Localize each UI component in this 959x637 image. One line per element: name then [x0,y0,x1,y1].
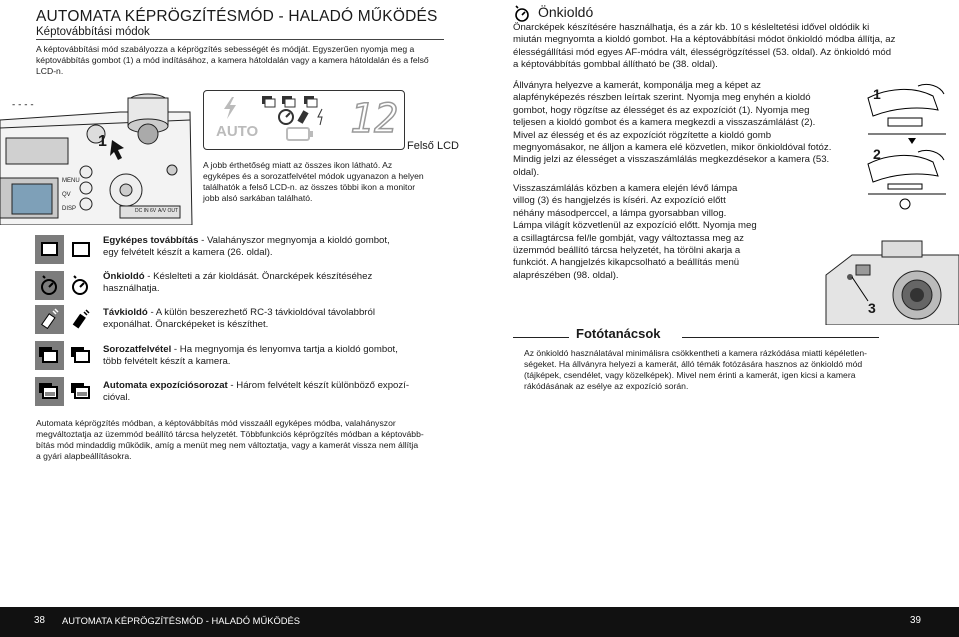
mode-name: Egyképes továbbítás [103,235,199,246]
bracketing-icon [68,380,94,404]
tips-line: rákódásának az esélye az expozíció során. [524,381,689,391]
countdown-line: üzemmód beállító tárcsa helyzetét, ha törölni akarja a [513,245,741,257]
top-lcd-panel [203,90,405,150]
intro-line: élességállítási mód egyes AF-módra vált, élességrögzítéssel (53. oldal). Az önkioldó mód [513,46,892,58]
procedure-line: Mivel az élesség et és az expozíciót rögzítette a kioldó gomb [513,129,772,141]
procedure-line: megnyomásakor, ne álljon a kamera elé közvetlen, mikor önkioldóval fotóz. [513,142,832,154]
title-divider [36,39,444,40]
mode-desc: több felvételt készít a kamera. [103,356,231,368]
procedure-paragraph [513,80,858,179]
mode-desc: cióval. [103,392,131,404]
bottom-note-line: Automata képrögzítés módban, a képtovábbítás mód visszaáll egyképes módba, valahányszor [36,418,396,428]
bottom-note-line: megváltoztatja az üzemmód beállító tárcsa helyzetét. Többfunkciós képrögzítés módban a képtovább- [36,429,424,439]
svg-text:- - - -: - - - - [12,100,34,110]
qv-label: QV [62,192,71,198]
mode-desc: egy felvételt készít a kamera (26. oldal). [103,247,273,259]
bracketing-icon-lcd [35,377,64,406]
intro-line: a képtovábbítás gombbal állítható be (38. oldal). [513,59,718,71]
self-timer-icon-lcd [35,271,64,300]
tips-rule-right [682,337,879,338]
countdown-line: néhány másodperccel, a lámpa gyorsabban villog. [513,207,727,219]
lcd-note [203,160,453,204]
lcd-note-line: jobb alsó sarkában található. [203,193,313,203]
self-timer-intro [513,22,933,72]
tips-line: ségeket. Ha állványra helyezi a kamerát, álló témák fotózására hasznos az önkioldó mód [524,359,863,369]
figure-label-1: 1 [873,86,881,102]
countdown-line: Lámpa világít közvetlenül az expozíció előtt. Nyomja meg [513,220,757,232]
countdown-paragraph [513,183,813,282]
mode-name: Sorozatfelvétel [103,344,172,355]
drive-mode-icons [260,93,330,127]
button-callout-label: 1 [98,133,107,150]
mode-remote [103,307,375,332]
single-frame-icon-lcd [35,235,64,264]
footer-title: AUTOMATA KÉPRÖGZÍTÉSMÓD - HALADÓ MŰKÖDÉS [62,615,301,626]
left-page-number: 38 [34,615,45,626]
tips-text [524,348,904,392]
section-subtitle: Képtovábbítási módok [36,26,150,38]
lcd-note-line: egyképes és a sorozatfelvétel módok ugyanazon a helyen [203,171,424,181]
continuous-advance-icon-lcd [35,341,64,370]
figure-label-2: 2 [873,146,881,162]
procedure-line: Mindig jelzi az élességet a visszaszámlálás megkezdésekor a kamera (53. [513,154,830,166]
disp-label: DISP [62,206,77,212]
full-press-illustration [858,140,948,210]
procedure-line: Állványra helyezve a kamerát, komponálja meg a képet az [513,80,761,91]
mode-continuous [103,344,398,369]
camera-front-illustration [822,225,959,325]
lcd-note-line: A jobb érthetőség miatt az összes ikon látható. Az [203,160,393,170]
battery-icon [286,126,314,142]
half-press-illustration [858,78,948,148]
page-title: AUTOMATA KÉPRÖGZÍTÉSMÓD - HALADÓ MŰKÖDÉS [36,8,438,25]
single-frame-icon [68,238,94,262]
mode-desc: exponálhat. Önarcképeket is készíthet. [103,319,269,331]
dc-in-label: DC IN 6V [135,208,157,214]
mode-single-frame [103,235,390,260]
intro-line: LCD-n. [36,66,64,76]
countdown-line: Visszaszámlálás közben a kamera elején lévő lámpa [513,183,738,194]
bottom-note-line: bítás mód mindaddig működik, amíg a menüt meg nem változtatja, vagy a kamerát vissza nem állítja [36,440,419,450]
procedure-line: gombot, hogy rögzítse az élességet és az expozíciót (1). Nyomja meg [513,104,810,116]
intro-line: képtovábbítás gombot (1) a mód indításához, a kamera hátoldalán vagy a kamera hátoldalán és a felső [36,55,429,65]
intro-line: miután megnyomta a kioldó gombot. Ha a képtovábbítási módot önkioldó módba állítja, az [513,34,896,46]
mode-desc: használhatja. [103,283,160,295]
camera-back-illustration [0,90,200,225]
flash-icon [222,97,238,119]
tips-title: Fotótanácsok [576,326,661,341]
countdown-line: alaprészében (98. oldal). [513,269,619,281]
section-heading: Önkioldó [538,4,594,20]
tips-rule-left [513,337,569,338]
mode-desc: - Késlelteti a zár kioldását. Önarcképek készítéséhez [144,271,373,282]
self-timer-icon [68,274,94,298]
countdown-line: funkciót. A hangjelzés kikapcsolható a beállítás menü [513,257,740,269]
countdown-line: villog (3) és hangjelzés is kíséri. Az expozíció előtt [513,195,726,207]
procedure-line: teljesen a kioldó gombot és a kamera megkezdi a visszaszámlálást (2). [513,117,816,129]
mode-name: Automata expozíciósorozat [103,380,228,391]
remote-control-icon [68,308,94,332]
lcd-auto-label: AUTO [216,123,259,140]
mode-name: Önkioldó [103,271,145,282]
countdown-line: a csillagtárcsa fel/le gombját, vagy változtassa meg az [513,232,744,244]
frame-counter-digits: 12 [350,96,399,142]
bottom-note [36,418,456,462]
tips-line: Az önkioldó használatával minimálisra csökkentheti a kamera rázkódása miatti képéletlen- [524,348,867,358]
av-out-label: A/V OUT [158,208,179,214]
figure-label-3: 3 [868,300,876,316]
procedure-line: alapfényképezés részben leírtak szerint. Nyomja meg enyhén a kioldó [513,92,811,104]
intro-line: Önarcképek készítésére használhatja, és a zár kb. 10 s késleltetési idővel oldódik ki [513,22,870,33]
mode-name: Távkioldó [103,307,148,318]
intro-line: A képtovábbítási mód szabályozza a képrögzítés sebességét és módját. Egyszerűen nyomja meg a [36,44,415,54]
right-page-number: 39 [910,615,921,626]
lcd-caption: Felső LCD [407,140,459,152]
mode-desc: - A külön beszerezhető RC-3 távkioldóval távolabbról [147,307,375,318]
lcd-note-line: találhatók a felső LCD-n. az összes többi ikon a monitor [203,182,416,192]
mode-desc: - Három felvételt készít különböző expozí- [227,380,410,391]
menu-label: MENU [62,178,80,184]
intro-paragraph [36,44,446,77]
mode-desc: - Ha megnyomja és lenyomva tartja a kioldó gombot, [171,344,398,355]
procedure-line: oldal). [513,166,540,178]
mode-bracketing [103,380,409,405]
mode-self-timer [103,271,372,296]
continuous-advance-icon [68,344,94,368]
bottom-note-line: a gyári alapbeállításokra. [36,451,132,461]
remote-control-icon-lcd [35,305,64,334]
tips-line: (tájképek, csendélet, vagy közelképek). Mivel nem érinti a kamerát, igen kicsi a kamera [524,370,856,380]
mode-desc: - Valahányszor megnyomja a kioldó gombot, [198,235,390,246]
